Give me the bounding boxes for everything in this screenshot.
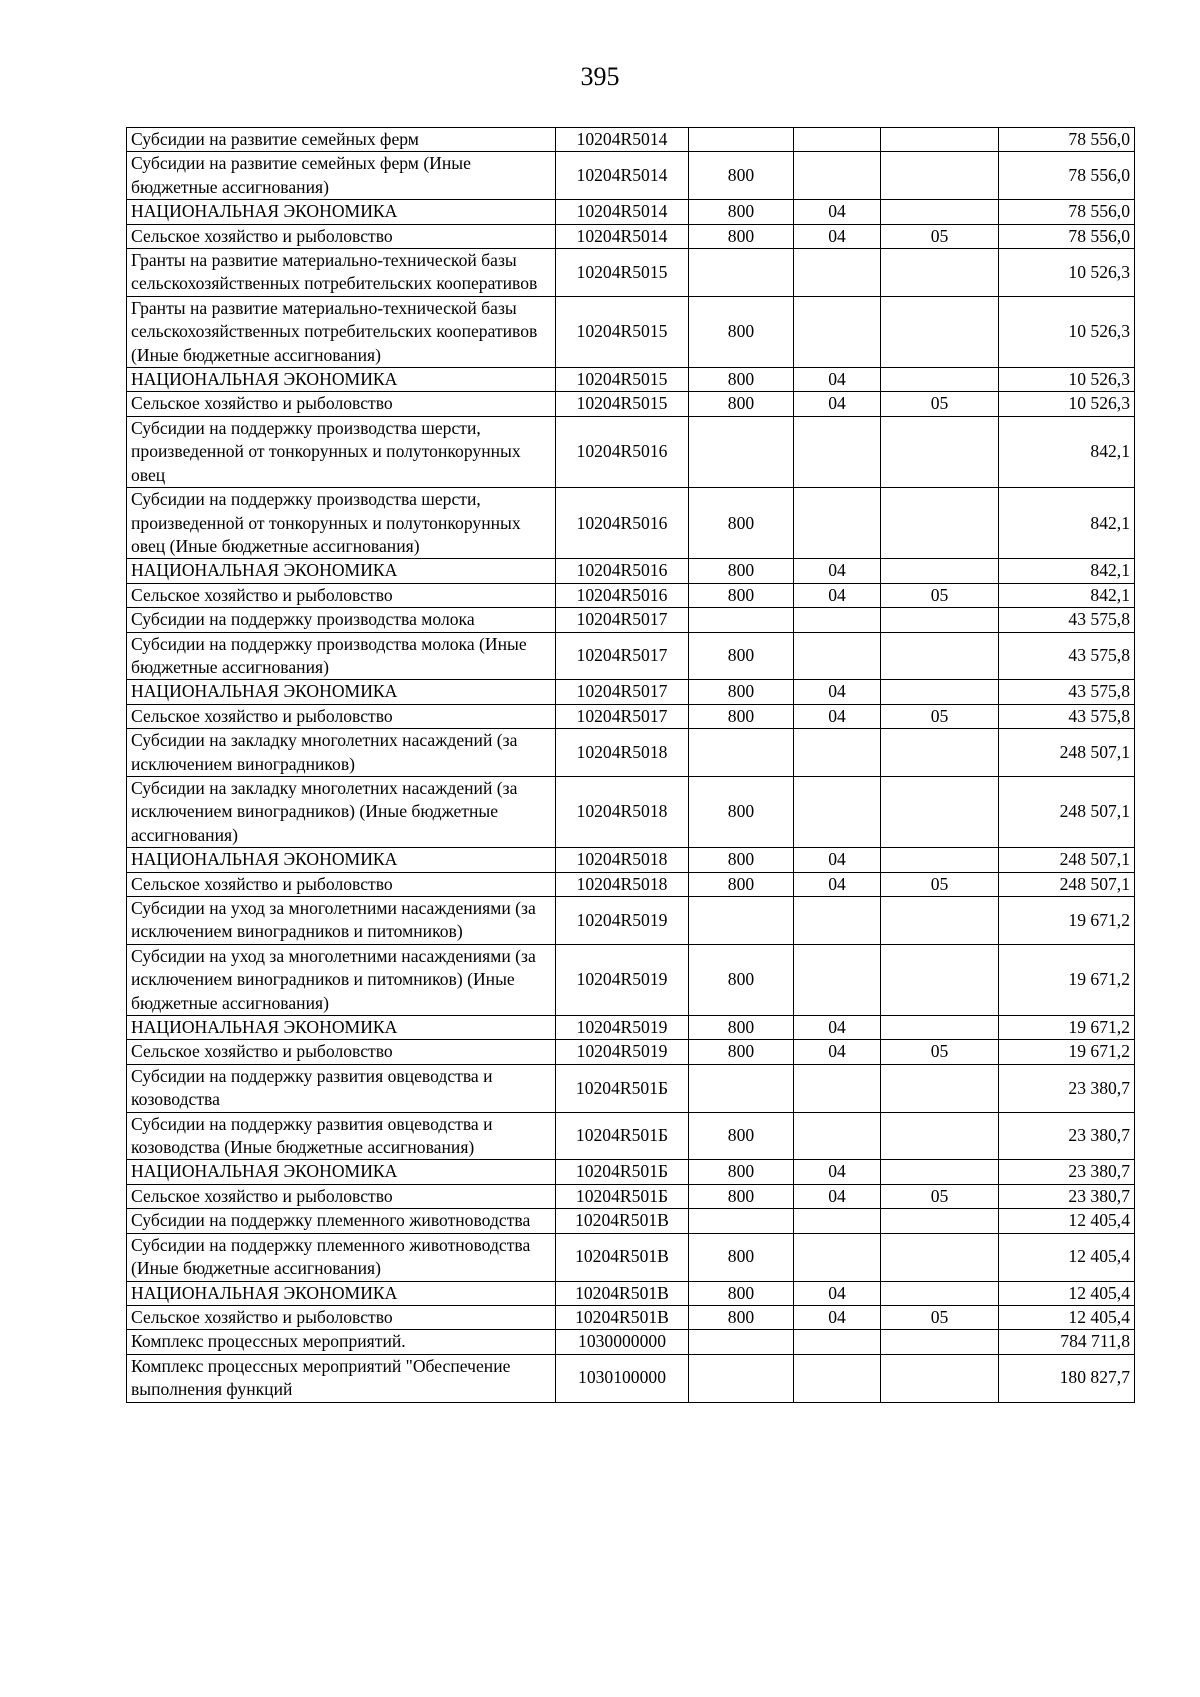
name-cell: Сельское хозяйство и рыболовство [127, 1040, 556, 1064]
code-cell: 10204R5014 [556, 128, 689, 152]
name-cell: Субсидии на развитие семейных ферм (Иные бюджетные ассигнования) [127, 152, 556, 200]
expense-type-cell: 800 [689, 368, 794, 392]
subsection-cell [881, 1330, 999, 1354]
section-cell: 04 [794, 680, 881, 704]
section-cell: 04 [794, 872, 881, 896]
amount-cell: 842,1 [999, 488, 1135, 559]
subsection-cell [881, 488, 999, 559]
amount-cell: 23 380,7 [999, 1064, 1135, 1112]
expense-type-cell: 800 [689, 392, 794, 416]
name-cell: Гранты на развитие материально-технической базы сельскохозяйственных потребительских кооперативов (Иные бюджетные ассигнования) [127, 296, 556, 367]
code-cell: 10204R5017 [556, 608, 689, 632]
subsection-cell [881, 128, 999, 152]
subsection-cell [881, 1233, 999, 1281]
subsection-cell [881, 897, 999, 945]
expense-type-cell: 800 [689, 776, 794, 847]
table-row [127, 1330, 1135, 1354]
code-cell: 1030100000 [556, 1354, 689, 1402]
amount-cell: 12 405,4 [999, 1305, 1135, 1329]
expense-type-cell: 800 [689, 1281, 794, 1305]
expense-type-cell: 800 [689, 680, 794, 704]
name-cell: НАЦИОНАЛЬНАЯ ЭКОНОМИКА [127, 680, 556, 704]
subsection-cell [881, 1064, 999, 1112]
table-row [127, 632, 1135, 680]
budget-table [126, 127, 1135, 1403]
table-row [127, 1305, 1135, 1329]
amount-cell: 43 575,8 [999, 632, 1135, 680]
name-cell: Субсидии на закладку многолетних насаждений (за исключением виноградников) (Иные бюджетные ассигнования) [127, 776, 556, 847]
table-row [127, 1209, 1135, 1233]
amount-cell: 78 556,0 [999, 152, 1135, 200]
code-cell: 10204R5018 [556, 872, 689, 896]
section-cell: 04 [794, 224, 881, 248]
expense-type-cell: 800 [689, 1305, 794, 1329]
amount-cell: 23 380,7 [999, 1112, 1135, 1160]
subsection-cell: 05 [881, 1040, 999, 1064]
name-cell: Сельское хозяйство и рыболовство [127, 583, 556, 607]
expense-type-cell: 800 [689, 488, 794, 559]
name-cell: НАЦИОНАЛЬНАЯ ЭКОНОМИКА [127, 1016, 556, 1040]
code-cell: 10204R5017 [556, 704, 689, 728]
section-cell [794, 296, 881, 367]
code-cell: 10204R5019 [556, 944, 689, 1015]
section-cell [794, 1209, 881, 1233]
section-cell [794, 128, 881, 152]
section-cell: 04 [794, 1040, 881, 1064]
table-row [127, 897, 1135, 945]
table-row [127, 848, 1135, 872]
subsection-cell [881, 1016, 999, 1040]
code-cell: 10204R5014 [556, 152, 689, 200]
name-cell: Гранты на развитие материально-технической базы сельскохозяйственных потребительских кооперативов [127, 249, 556, 297]
name-cell: Субсидии на поддержку производства молока (Иные бюджетные ассигнования) [127, 632, 556, 680]
name-cell: НАЦИОНАЛЬНАЯ ЭКОНОМИКА [127, 368, 556, 392]
name-cell: Субсидии на поддержку производства шерсти, произведенной от тонкорунных и полутонкорунных овец (Иные бюджетные ассигнования) [127, 488, 556, 559]
name-cell: Субсидии на поддержку развития овцеводства и козоводства (Иные бюджетные ассигнования) [127, 1112, 556, 1160]
section-cell [794, 152, 881, 200]
expense-type-cell: 800 [689, 559, 794, 583]
name-cell: Субсидии на поддержку племенного животноводства (Иные бюджетные ассигнования) [127, 1233, 556, 1281]
subsection-cell [881, 1160, 999, 1184]
table-row [127, 152, 1135, 200]
amount-cell: 43 575,8 [999, 704, 1135, 728]
table-row [127, 488, 1135, 559]
code-cell: 10204R5019 [556, 1040, 689, 1064]
code-cell: 10204R5017 [556, 632, 689, 680]
table-row [127, 608, 1135, 632]
page-number: 395 [580, 62, 620, 91]
section-cell: 04 [794, 1184, 881, 1208]
code-cell: 10204R501В [556, 1305, 689, 1329]
subsection-cell [881, 152, 999, 200]
subsection-cell [881, 559, 999, 583]
expense-type-cell [689, 1354, 794, 1402]
code-cell: 10204R5015 [556, 296, 689, 367]
expense-type-cell [689, 1330, 794, 1354]
amount-cell: 23 380,7 [999, 1160, 1135, 1184]
section-cell: 04 [794, 1160, 881, 1184]
amount-cell: 19 671,2 [999, 1016, 1135, 1040]
name-cell: НАЦИОНАЛЬНАЯ ЭКОНОМИКА [127, 1160, 556, 1184]
table-row [127, 680, 1135, 704]
expense-type-cell: 800 [689, 1160, 794, 1184]
code-cell: 1030000000 [556, 1330, 689, 1354]
table-row [127, 416, 1135, 487]
expense-type-cell [689, 1209, 794, 1233]
code-cell: 10204R5015 [556, 368, 689, 392]
name-cell: Субсидии на уход за многолетними насаждениями (за исключением виноградников и питомников) [127, 897, 556, 945]
subsection-cell [881, 848, 999, 872]
expense-type-cell: 800 [689, 583, 794, 607]
code-cell: 10204R5016 [556, 488, 689, 559]
code-cell: 10204R5016 [556, 559, 689, 583]
section-cell: 04 [794, 392, 881, 416]
subsection-cell: 05 [881, 1305, 999, 1329]
section-cell [794, 488, 881, 559]
amount-cell: 842,1 [999, 416, 1135, 487]
amount-cell: 19 671,2 [999, 1040, 1135, 1064]
table-row [127, 1064, 1135, 1112]
code-cell: 10204R5018 [556, 729, 689, 777]
amount-cell: 784 711,8 [999, 1330, 1135, 1354]
code-cell: 10204R501В [556, 1233, 689, 1281]
expense-type-cell: 800 [689, 944, 794, 1015]
code-cell: 10204R5018 [556, 848, 689, 872]
subsection-cell [881, 1281, 999, 1305]
code-cell: 10204R5015 [556, 249, 689, 297]
section-cell: 04 [794, 1281, 881, 1305]
amount-cell: 10 526,3 [999, 296, 1135, 367]
name-cell: Комплекс процессных мероприятий "Обеспечение выполнения функций [127, 1354, 556, 1402]
code-cell: 10204R501Б [556, 1112, 689, 1160]
section-cell [794, 249, 881, 297]
expense-type-cell: 800 [689, 872, 794, 896]
code-cell: 10204R5019 [556, 1016, 689, 1040]
section-cell [794, 776, 881, 847]
subsection-cell [881, 680, 999, 704]
table-row [127, 224, 1135, 248]
subsection-cell [881, 249, 999, 297]
code-cell: 10204R5016 [556, 416, 689, 487]
expense-type-cell: 800 [689, 632, 794, 680]
name-cell: Сельское хозяйство и рыболовство [127, 392, 556, 416]
section-cell: 04 [794, 583, 881, 607]
subsection-cell [881, 368, 999, 392]
code-cell: 10204R501В [556, 1209, 689, 1233]
table-row [127, 392, 1135, 416]
section-cell: 04 [794, 559, 881, 583]
expense-type-cell: 800 [689, 1184, 794, 1208]
amount-cell: 43 575,8 [999, 608, 1135, 632]
expense-type-cell: 800 [689, 848, 794, 872]
table-row [127, 872, 1135, 896]
expense-type-cell [689, 128, 794, 152]
name-cell: НАЦИОНАЛЬНАЯ ЭКОНОМИКА [127, 200, 556, 224]
expense-type-cell [689, 608, 794, 632]
expense-type-cell: 800 [689, 1233, 794, 1281]
subsection-cell: 05 [881, 704, 999, 728]
name-cell: Сельское хозяйство и рыболовство [127, 1305, 556, 1329]
code-cell: 10204R5015 [556, 392, 689, 416]
amount-cell: 19 671,2 [999, 944, 1135, 1015]
name-cell: Сельское хозяйство и рыболовство [127, 224, 556, 248]
name-cell: Сельское хозяйство и рыболовство [127, 1184, 556, 1208]
subsection-cell [881, 416, 999, 487]
section-cell [794, 1064, 881, 1112]
amount-cell: 19 671,2 [999, 897, 1135, 945]
code-cell: 10204R5017 [556, 680, 689, 704]
expense-type-cell: 800 [689, 200, 794, 224]
name-cell: Субсидии на развитие семейных ферм [127, 128, 556, 152]
code-cell: 10204R5019 [556, 897, 689, 945]
section-cell: 04 [794, 1305, 881, 1329]
table-row [127, 249, 1135, 297]
section-cell [794, 1354, 881, 1402]
amount-cell: 248 507,1 [999, 729, 1135, 777]
amount-cell: 10 526,3 [999, 249, 1135, 297]
code-cell: 10204R501Б [556, 1064, 689, 1112]
name-cell: Субсидии на закладку многолетних насаждений (за исключением виноградников) [127, 729, 556, 777]
name-cell: Субсидии на поддержку племенного животноводства [127, 1209, 556, 1233]
amount-cell: 78 556,0 [999, 224, 1135, 248]
section-cell [794, 897, 881, 945]
amount-cell: 78 556,0 [999, 128, 1135, 152]
code-cell: 10204R501Б [556, 1184, 689, 1208]
expense-type-cell: 800 [689, 1016, 794, 1040]
section-cell [794, 416, 881, 487]
section-cell: 04 [794, 200, 881, 224]
table-row [127, 1112, 1135, 1160]
code-cell: 10204R5016 [556, 583, 689, 607]
subsection-cell [881, 944, 999, 1015]
name-cell: НАЦИОНАЛЬНАЯ ЭКОНОМИКА [127, 848, 556, 872]
amount-cell: 248 507,1 [999, 848, 1135, 872]
expense-type-cell [689, 897, 794, 945]
expense-type-cell [689, 729, 794, 777]
name-cell: Сельское хозяйство и рыболовство [127, 704, 556, 728]
code-cell: 10204R5014 [556, 200, 689, 224]
subsection-cell: 05 [881, 872, 999, 896]
table-row [127, 559, 1135, 583]
table-row [127, 729, 1135, 777]
code-cell: 10204R5018 [556, 776, 689, 847]
amount-cell: 248 507,1 [999, 776, 1135, 847]
subsection-cell: 05 [881, 392, 999, 416]
subsection-cell [881, 200, 999, 224]
amount-cell: 10 526,3 [999, 368, 1135, 392]
section-cell [794, 608, 881, 632]
table-row [127, 368, 1135, 392]
subsection-cell: 05 [881, 1184, 999, 1208]
name-cell: НАЦИОНАЛЬНАЯ ЭКОНОМИКА [127, 1281, 556, 1305]
expense-type-cell: 800 [689, 1112, 794, 1160]
name-cell: НАЦИОНАЛЬНАЯ ЭКОНОМИКА [127, 559, 556, 583]
amount-cell: 12 405,4 [999, 1281, 1135, 1305]
section-cell: 04 [794, 848, 881, 872]
amount-cell: 12 405,4 [999, 1233, 1135, 1281]
name-cell: Субсидии на поддержку производства шерсти, произведенной от тонкорунных и полутонкорунных овец [127, 416, 556, 487]
section-cell [794, 632, 881, 680]
section-cell [794, 729, 881, 777]
code-cell: 10204R5014 [556, 224, 689, 248]
amount-cell: 842,1 [999, 559, 1135, 583]
subsection-cell: 05 [881, 224, 999, 248]
code-cell: 10204R501Б [556, 1160, 689, 1184]
expense-type-cell [689, 416, 794, 487]
subsection-cell [881, 1112, 999, 1160]
subsection-cell [881, 608, 999, 632]
expense-type-cell [689, 249, 794, 297]
table-row [127, 1016, 1135, 1040]
subsection-cell [881, 729, 999, 777]
name-cell: Субсидии на поддержку производства молока [127, 608, 556, 632]
section-cell: 04 [794, 704, 881, 728]
name-cell: Сельское хозяйство и рыболовство [127, 872, 556, 896]
expense-type-cell: 800 [689, 704, 794, 728]
section-cell [794, 944, 881, 1015]
subsection-cell [881, 776, 999, 847]
name-cell: Комплекс процессных мероприятий. [127, 1330, 556, 1354]
table-row [127, 1184, 1135, 1208]
section-cell [794, 1330, 881, 1354]
amount-cell: 248 507,1 [999, 872, 1135, 896]
amount-cell: 10 526,3 [999, 392, 1135, 416]
table-row [127, 200, 1135, 224]
amount-cell: 43 575,8 [999, 680, 1135, 704]
subsection-cell [881, 296, 999, 367]
table-row [127, 1040, 1135, 1064]
amount-cell: 12 405,4 [999, 1209, 1135, 1233]
code-cell: 10204R501В [556, 1281, 689, 1305]
table-row [127, 583, 1135, 607]
table-row [127, 704, 1135, 728]
section-cell: 04 [794, 1016, 881, 1040]
expense-type-cell: 800 [689, 152, 794, 200]
section-cell [794, 1112, 881, 1160]
table-row [127, 296, 1135, 367]
subsection-cell [881, 1209, 999, 1233]
name-cell: Субсидии на поддержку развития овцеводства и козоводства [127, 1064, 556, 1112]
table-row [127, 776, 1135, 847]
expense-type-cell: 800 [689, 1040, 794, 1064]
subsection-cell [881, 1354, 999, 1402]
table-row [127, 1354, 1135, 1402]
section-cell: 04 [794, 368, 881, 392]
expense-type-cell: 800 [689, 224, 794, 248]
table-row [127, 128, 1135, 152]
expense-type-cell: 800 [689, 296, 794, 367]
table-row [127, 1233, 1135, 1281]
amount-cell: 842,1 [999, 583, 1135, 607]
table-row [127, 1160, 1135, 1184]
expense-type-cell [689, 1064, 794, 1112]
amount-cell: 180 827,7 [999, 1354, 1135, 1402]
subsection-cell: 05 [881, 583, 999, 607]
table-body [127, 128, 1135, 1403]
name-cell: Субсидии на уход за многолетними насаждениями (за исключением виноградников и питомников) (Иные бюджетные ассигнования) [127, 944, 556, 1015]
table-row [127, 1281, 1135, 1305]
table-row [127, 944, 1135, 1015]
section-cell [794, 1233, 881, 1281]
amount-cell: 23 380,7 [999, 1184, 1135, 1208]
subsection-cell [881, 632, 999, 680]
amount-cell: 78 556,0 [999, 200, 1135, 224]
